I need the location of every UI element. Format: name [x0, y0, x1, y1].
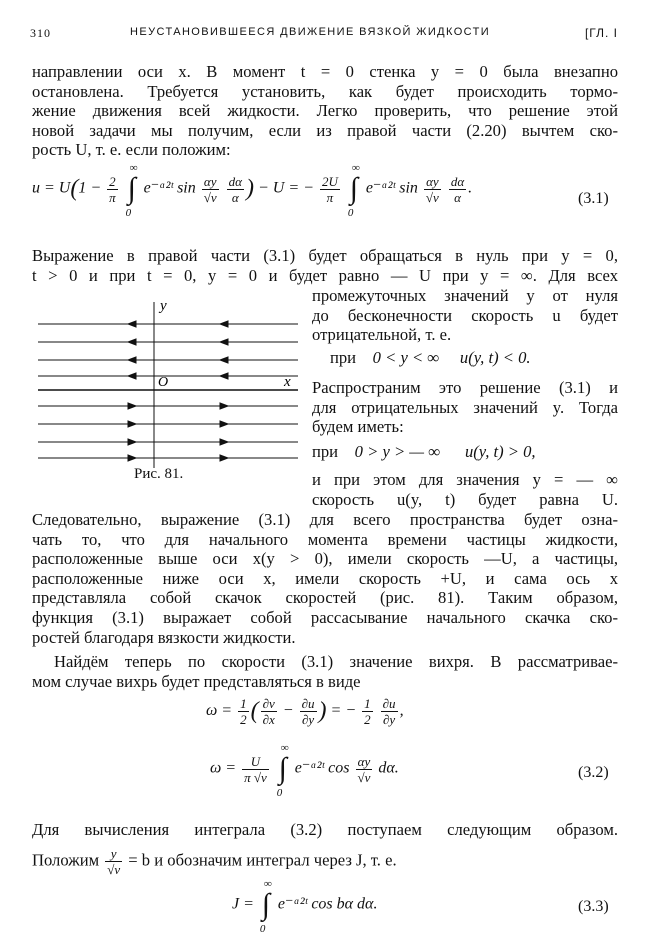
text-line: t > 0 и при t = 0, y = 0 и будет равно — U при y = ∞. Для всех [32, 265, 618, 285]
paragraph-extend [312, 378, 618, 437]
integral-sign: ∫ ∞ 0 [259, 878, 272, 935]
paragraph-zeros [32, 246, 618, 285]
text-line: промежуточных значений y от нуля [312, 286, 618, 305]
paragraph-intro [32, 62, 618, 160]
condition-positive-y: при 0 < y < ∞ u(y, t) < 0. [330, 348, 531, 367]
text-line: Для вычисления интеграла (3.2) поступаем следующим образом. [32, 820, 618, 839]
eq-term: e⁻ᵅ²ᵗ sin [365, 179, 418, 197]
text-line: для отрицательных значений y. Тогда [312, 397, 618, 417]
fraction: $\frac{2}{\pi}$ [109, 173, 116, 205]
equation-number: (3.3) [578, 898, 609, 915]
text-line: мом случае вихрь будет представляться в виде [32, 671, 361, 691]
text-line: до бесконечности скорость u будет [312, 305, 618, 325]
running-title: НЕУСТАНОВИВШЕЕСЯ ДВИЖЕНИЕ ВЯЗКОЙ ЖИДКОСТИ [130, 26, 491, 38]
integral-sign: ∫ ∞ 0 [276, 742, 289, 799]
fraction: $\frac{d\alpha}{\alpha}$ [450, 173, 465, 205]
x-axis-label: x [284, 374, 291, 390]
fraction: $\frac{1}{2}$ [240, 696, 247, 727]
equation-number: (3.2) [578, 764, 609, 781]
integral-sign: ∫ ∞ 0 [347, 162, 360, 219]
equation-3-2: ω = $\frac{U}{\pi √\nu}$ ∫ ∞ 0 e⁻ᵅ²ᵗ cos $\frac{\alpha y}{√\nu}$ dα. [210, 742, 399, 799]
text-line: остановлена. Требуется установить, как будет происходить тормо- [32, 81, 618, 101]
equation-number: (3.1) [578, 190, 609, 207]
fraction: $\frac{y}{√\nu}$ [107, 846, 121, 877]
text-line: отрицательной, т. е. [312, 325, 452, 345]
fraction: $\frac{d\alpha}{\alpha}$ [228, 173, 242, 205]
integral-sign: ∫ ∞ 0 [125, 162, 138, 219]
fraction: $\frac{\alpha y}{√\nu}$ [425, 173, 439, 205]
equation-omega-definition: ω = $\frac{1}{2}$ ( $\frac{\partial v}{\partial x}$ − $\frac{\partial u}{\partial y}$ ) = − $\frac{1}{2}$ $\frac{\partial u}{\partial y}$ , [206, 696, 404, 727]
fraction: $\frac{2U}{\pi}$ [321, 173, 338, 205]
paragraph-intermediate [312, 286, 618, 345]
fraction: $\frac{\alpha y}{√\nu}$ [357, 753, 371, 785]
fraction: $\frac{1}{2}$ [364, 696, 371, 727]
text-line: чать то, что для начального момента времени частицы жидкости, [32, 529, 618, 549]
paragraph-integral [32, 820, 618, 840]
text-line: новой задачи мы получим, если из правой части (2.20) вычтем ско- [32, 120, 618, 140]
equation-3-1: u = U(1 − $\frac{2}{\pi}$ ∫ ∞ 0 e⁻ᵅ²ᵗ sin $\frac{\alpha y}{√\nu}$ $\frac{d\alpha}{\alpha}$ ) − U = − $\frac{2U}{\pi}$ ∫ ∞ 0 e⁻ᵅ²ᵗ sin $\frac{\alpha y}{√\nu}$ $\frac{d\alpha}{\alpha}$ . [32, 162, 473, 219]
fraction: $\frac{\partial u}{\partial y}$ [382, 696, 396, 727]
origin-label: O [158, 375, 169, 390]
equation-3-3: J = ∫ ∞ 0 e⁻ᵅ²ᵗ cos bα dα. [232, 878, 378, 935]
upper-flow-lines [38, 321, 298, 379]
paragraph-substitution: Положим $\frac{y}{√\nu}$ = b и обозначим интеграл через J, т. е. [32, 846, 397, 877]
text-line: Найдём теперь по скорости (3.1) значение вихря. В рассматривае- [54, 652, 618, 671]
text-line: ростей благодаря вязкости жидкости. [32, 627, 296, 647]
text-line: рость U, т. е. если положим: [32, 140, 231, 160]
figure-caption: Рис. 81. [134, 466, 184, 482]
fraction: $\frac{U}{\pi √\nu}$ [244, 753, 267, 785]
text-line: жение движения всей жидкости. Легко проверить, что решение этой [32, 101, 618, 121]
eq-lhs: u = U [32, 179, 71, 197]
text-line: функция (3.1) выражает собой рассасывание начального скачка ско- [32, 607, 618, 627]
paragraph-consequence [32, 510, 618, 647]
paragraph-vorticity [32, 652, 618, 691]
text-line: расположенные ниже оси x, имели скорость +U, и сама ось x [32, 568, 618, 588]
fraction: $\frac{\alpha y}{√\nu}$ [203, 173, 217, 205]
text-line: представляла собой скачок скоростей (рис. 81). Таким образом, [32, 588, 618, 608]
page-number: 310 [30, 26, 51, 40]
running-header [30, 22, 618, 44]
eq-term: e⁻ᵅ²ᵗ sin [143, 179, 196, 197]
text-line: и при этом для значения y = — ∞ [312, 470, 618, 489]
text-line: направлении оси x. В момент t = 0 стенка y = 0 была внезапно [32, 62, 618, 81]
figure-81-velocity-jump [36, 296, 302, 472]
paragraph-limit [312, 470, 618, 509]
text-line: Следовательно, выражение (3.1) для всего пространства будет озна- [32, 510, 618, 529]
fraction: $\frac{\partial v}{\partial x}$ [262, 696, 275, 727]
lower-flow-lines [38, 403, 298, 461]
text-line: расположенные выше оси x(y > 0), имели скорость —U, а частицы, [32, 549, 618, 569]
fraction: $\frac{\partial u}{\partial y}$ [301, 696, 315, 727]
chapter-marker: [ГЛ. I [584, 26, 618, 40]
text-line: будем иметь: [312, 417, 404, 437]
condition-negative-y: при 0 > y > — ∞ u(y, t) > 0, [312, 442, 536, 461]
text-line: скорость u(y, t) будет равна U. [312, 489, 618, 509]
text-line: Распространим это решение (3.1) и [312, 378, 618, 397]
eq-term: − U = − [257, 179, 314, 197]
y-axis-label: y [160, 298, 167, 314]
text-line: Выражение в правой части (3.1) будет обращаться в нуль при y = 0, [32, 246, 618, 265]
eq-term: 1 − [78, 179, 102, 197]
